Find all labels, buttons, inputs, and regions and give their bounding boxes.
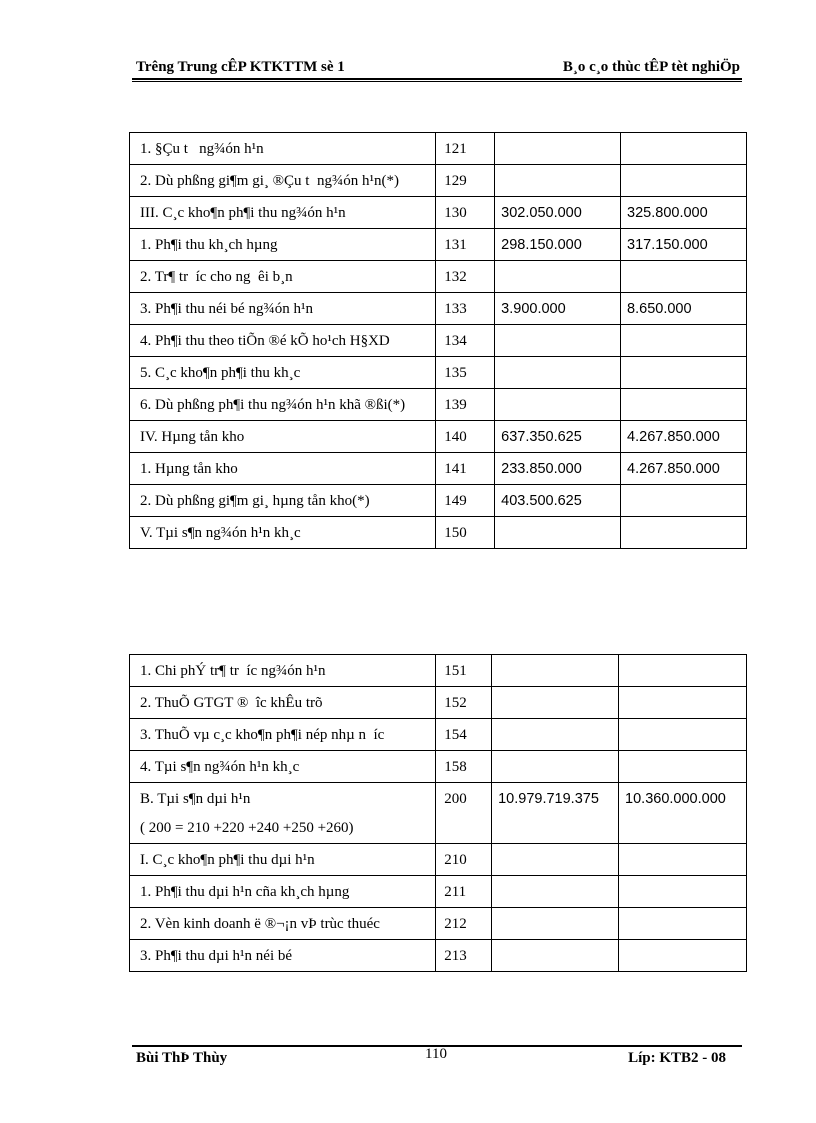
row-value-begin-period [619, 719, 747, 751]
row-value-end-period: 10.979.719.375 [492, 783, 619, 844]
balance-sheet-table-2 [129, 654, 747, 972]
row-description: IV. Hµng tån kho [130, 421, 436, 453]
row-description: 2. Vèn kinh doanh ë ®¬¡n vÞ trùc thuéc [130, 908, 436, 940]
row-value-begin-period [619, 844, 747, 876]
row-code: 150 [436, 517, 495, 549]
row-description: 3. Ph¶i thu dµi h¹n néi bé [130, 940, 436, 972]
row-description: 1. §Çu t ng¾ón h¹n [130, 133, 436, 165]
row-code: 158 [436, 751, 492, 783]
row-value-end-period [495, 357, 621, 389]
table-row [130, 389, 747, 421]
row-description: 3. ThuÕ vµ c¸c kho¶n ph¶i nép nhµ n íc [130, 719, 436, 751]
row-code: 212 [436, 908, 492, 940]
row-description: 6. Dù phßng ph¶i thu ng¾ón h¹n khã ®ßi(*) [130, 389, 436, 421]
row-code: 149 [436, 485, 495, 517]
row-description: 1. Hµng tån kho [130, 453, 436, 485]
row-description: I. C¸c kho¶n ph¶i thu dµi h¹n [130, 844, 436, 876]
table-row [130, 133, 747, 165]
balance-sheet-table-1 [129, 132, 747, 549]
row-code: 140 [436, 421, 495, 453]
row-value-end-period [495, 261, 621, 293]
row-description: 4. Ph¶i thu theo tiÕn ®é kÕ ho¹ch H§XD [130, 325, 436, 357]
row-value-end-period: 298.150.000 [495, 229, 621, 261]
row-value-end-period [495, 165, 621, 197]
row-value-begin-period: 8.650.000 [621, 293, 747, 325]
table-row [130, 325, 747, 357]
footer-class: Líp: KTB2 - 08 [628, 1050, 726, 1066]
row-value-begin-period: 4.267.850.000 [621, 453, 747, 485]
row-description: V. Tµi s¶n ng¾ón h¹n kh¸c [130, 517, 436, 549]
row-value-end-period [495, 325, 621, 357]
row-value-begin-period [621, 485, 747, 517]
row-code: 135 [436, 357, 495, 389]
row-code: 210 [436, 844, 492, 876]
row-description: 1. Ph¶i thu kh¸ch hµng [130, 229, 436, 261]
table-row [130, 783, 747, 844]
row-value-begin-period: 10.360.000.000 [619, 783, 747, 844]
table-row [130, 293, 747, 325]
table-row [130, 261, 747, 293]
row-description: 2. ThuÕ GTGT ® îc khÊu trõ [130, 687, 436, 719]
row-value-end-period [495, 517, 621, 549]
row-value-end-period: 233.850.000 [495, 453, 621, 485]
row-code: 132 [436, 261, 495, 293]
footer-author: Bùi ThÞ Thùy [136, 1050, 228, 1066]
header-school: Trêng Trung cÊP KTKTTM sè 1 [136, 59, 345, 75]
row-value-begin-period [621, 357, 747, 389]
table-row [130, 485, 747, 517]
row-value-end-period [492, 908, 619, 940]
row-code: 131 [436, 229, 495, 261]
row-value-begin-period [621, 261, 747, 293]
row-description: 2. Tr¶ tr íc cho ng êi b¸n [130, 261, 436, 293]
row-description: III. C¸c kho¶n ph¶i thu ng¾ón h¹n [130, 197, 436, 229]
row-description [130, 783, 436, 844]
table-row [130, 719, 747, 751]
row-description: 2. Dù phßng gi¶m gi¸ hµng tån kho(*) [130, 485, 436, 517]
table-row [130, 876, 747, 908]
row-code: 139 [436, 389, 495, 421]
row-value-begin-period [619, 876, 747, 908]
row-value-end-period [492, 751, 619, 783]
row-value-end-period [492, 655, 619, 687]
table-row [130, 687, 747, 719]
row-description: 3. Ph¶i thu néi bé ng¾ón h¹n [130, 293, 436, 325]
row-value-begin-period: 4.267.850.000 [621, 421, 747, 453]
row-code: 152 [436, 687, 492, 719]
header-divider-thin [132, 81, 742, 82]
table-row [130, 517, 747, 549]
row-value-end-period [492, 876, 619, 908]
row-code: 121 [436, 133, 495, 165]
header-report-title: B¸o c¸o thùc tÊP tèt nghiÖp [562, 59, 740, 75]
row-value-end-period: 403.500.625 [495, 485, 621, 517]
row-value-begin-period: 325.800.000 [621, 197, 747, 229]
row-code: 129 [436, 165, 495, 197]
row-description: 5. C¸c kho¶n ph¶i thu kh¸c [130, 357, 436, 389]
row-value-begin-period [621, 325, 747, 357]
table-row [130, 940, 747, 972]
row-value-begin-period [619, 687, 747, 719]
row-description-line: B. Tµi s¶n dµi h¹n [140, 791, 251, 807]
table-row [130, 229, 747, 261]
row-description-formula: ( 200 = 210 +220 +240 +250 +260) [140, 820, 354, 836]
row-value-begin-period: 317.150.000 [621, 229, 747, 261]
row-value-begin-period [621, 133, 747, 165]
row-value-end-period [492, 687, 619, 719]
table-row [130, 908, 747, 940]
row-value-end-period [492, 719, 619, 751]
row-code: 154 [436, 719, 492, 751]
row-description: 1. Ph¶i thu dµi h¹n cña kh¸ch hµng [130, 876, 436, 908]
row-code: 141 [436, 453, 495, 485]
row-value-end-period: 302.050.000 [495, 197, 621, 229]
row-code: 213 [436, 940, 492, 972]
table-row [130, 655, 747, 687]
table-row [130, 357, 747, 389]
row-code: 211 [436, 876, 492, 908]
row-value-begin-period [619, 940, 747, 972]
row-value-begin-period [621, 517, 747, 549]
row-code: 130 [436, 197, 495, 229]
page-number: 110 [425, 1046, 447, 1062]
row-code: 133 [436, 293, 495, 325]
row-code: 151 [436, 655, 492, 687]
row-description: 1. Chi phÝ tr¶ tr íc ng¾ón h¹n [130, 655, 436, 687]
row-value-begin-period [619, 908, 747, 940]
row-description: 2. Dù phßng gi¶m gi¸ ®Çu t ng¾ón h¹n(*) [130, 165, 436, 197]
row-code: 200 [436, 783, 492, 844]
row-value-begin-period [621, 389, 747, 421]
row-value-begin-period [619, 655, 747, 687]
table-row [130, 197, 747, 229]
row-value-end-period: 3.900.000 [495, 293, 621, 325]
row-value-end-period [495, 133, 621, 165]
table-row [130, 751, 747, 783]
row-value-begin-period [621, 165, 747, 197]
row-value-end-period [492, 940, 619, 972]
table-row [130, 421, 747, 453]
table-row [130, 844, 747, 876]
row-description: 4. Tµi s¶n ng¾ón h¹n kh¸c [130, 751, 436, 783]
row-value-end-period [495, 389, 621, 421]
row-value-end-period: 637.350.625 [495, 421, 621, 453]
header-divider [132, 78, 742, 80]
row-value-begin-period [619, 751, 747, 783]
row-value-end-period [492, 844, 619, 876]
row-code: 134 [436, 325, 495, 357]
table-row [130, 165, 747, 197]
table-row [130, 453, 747, 485]
